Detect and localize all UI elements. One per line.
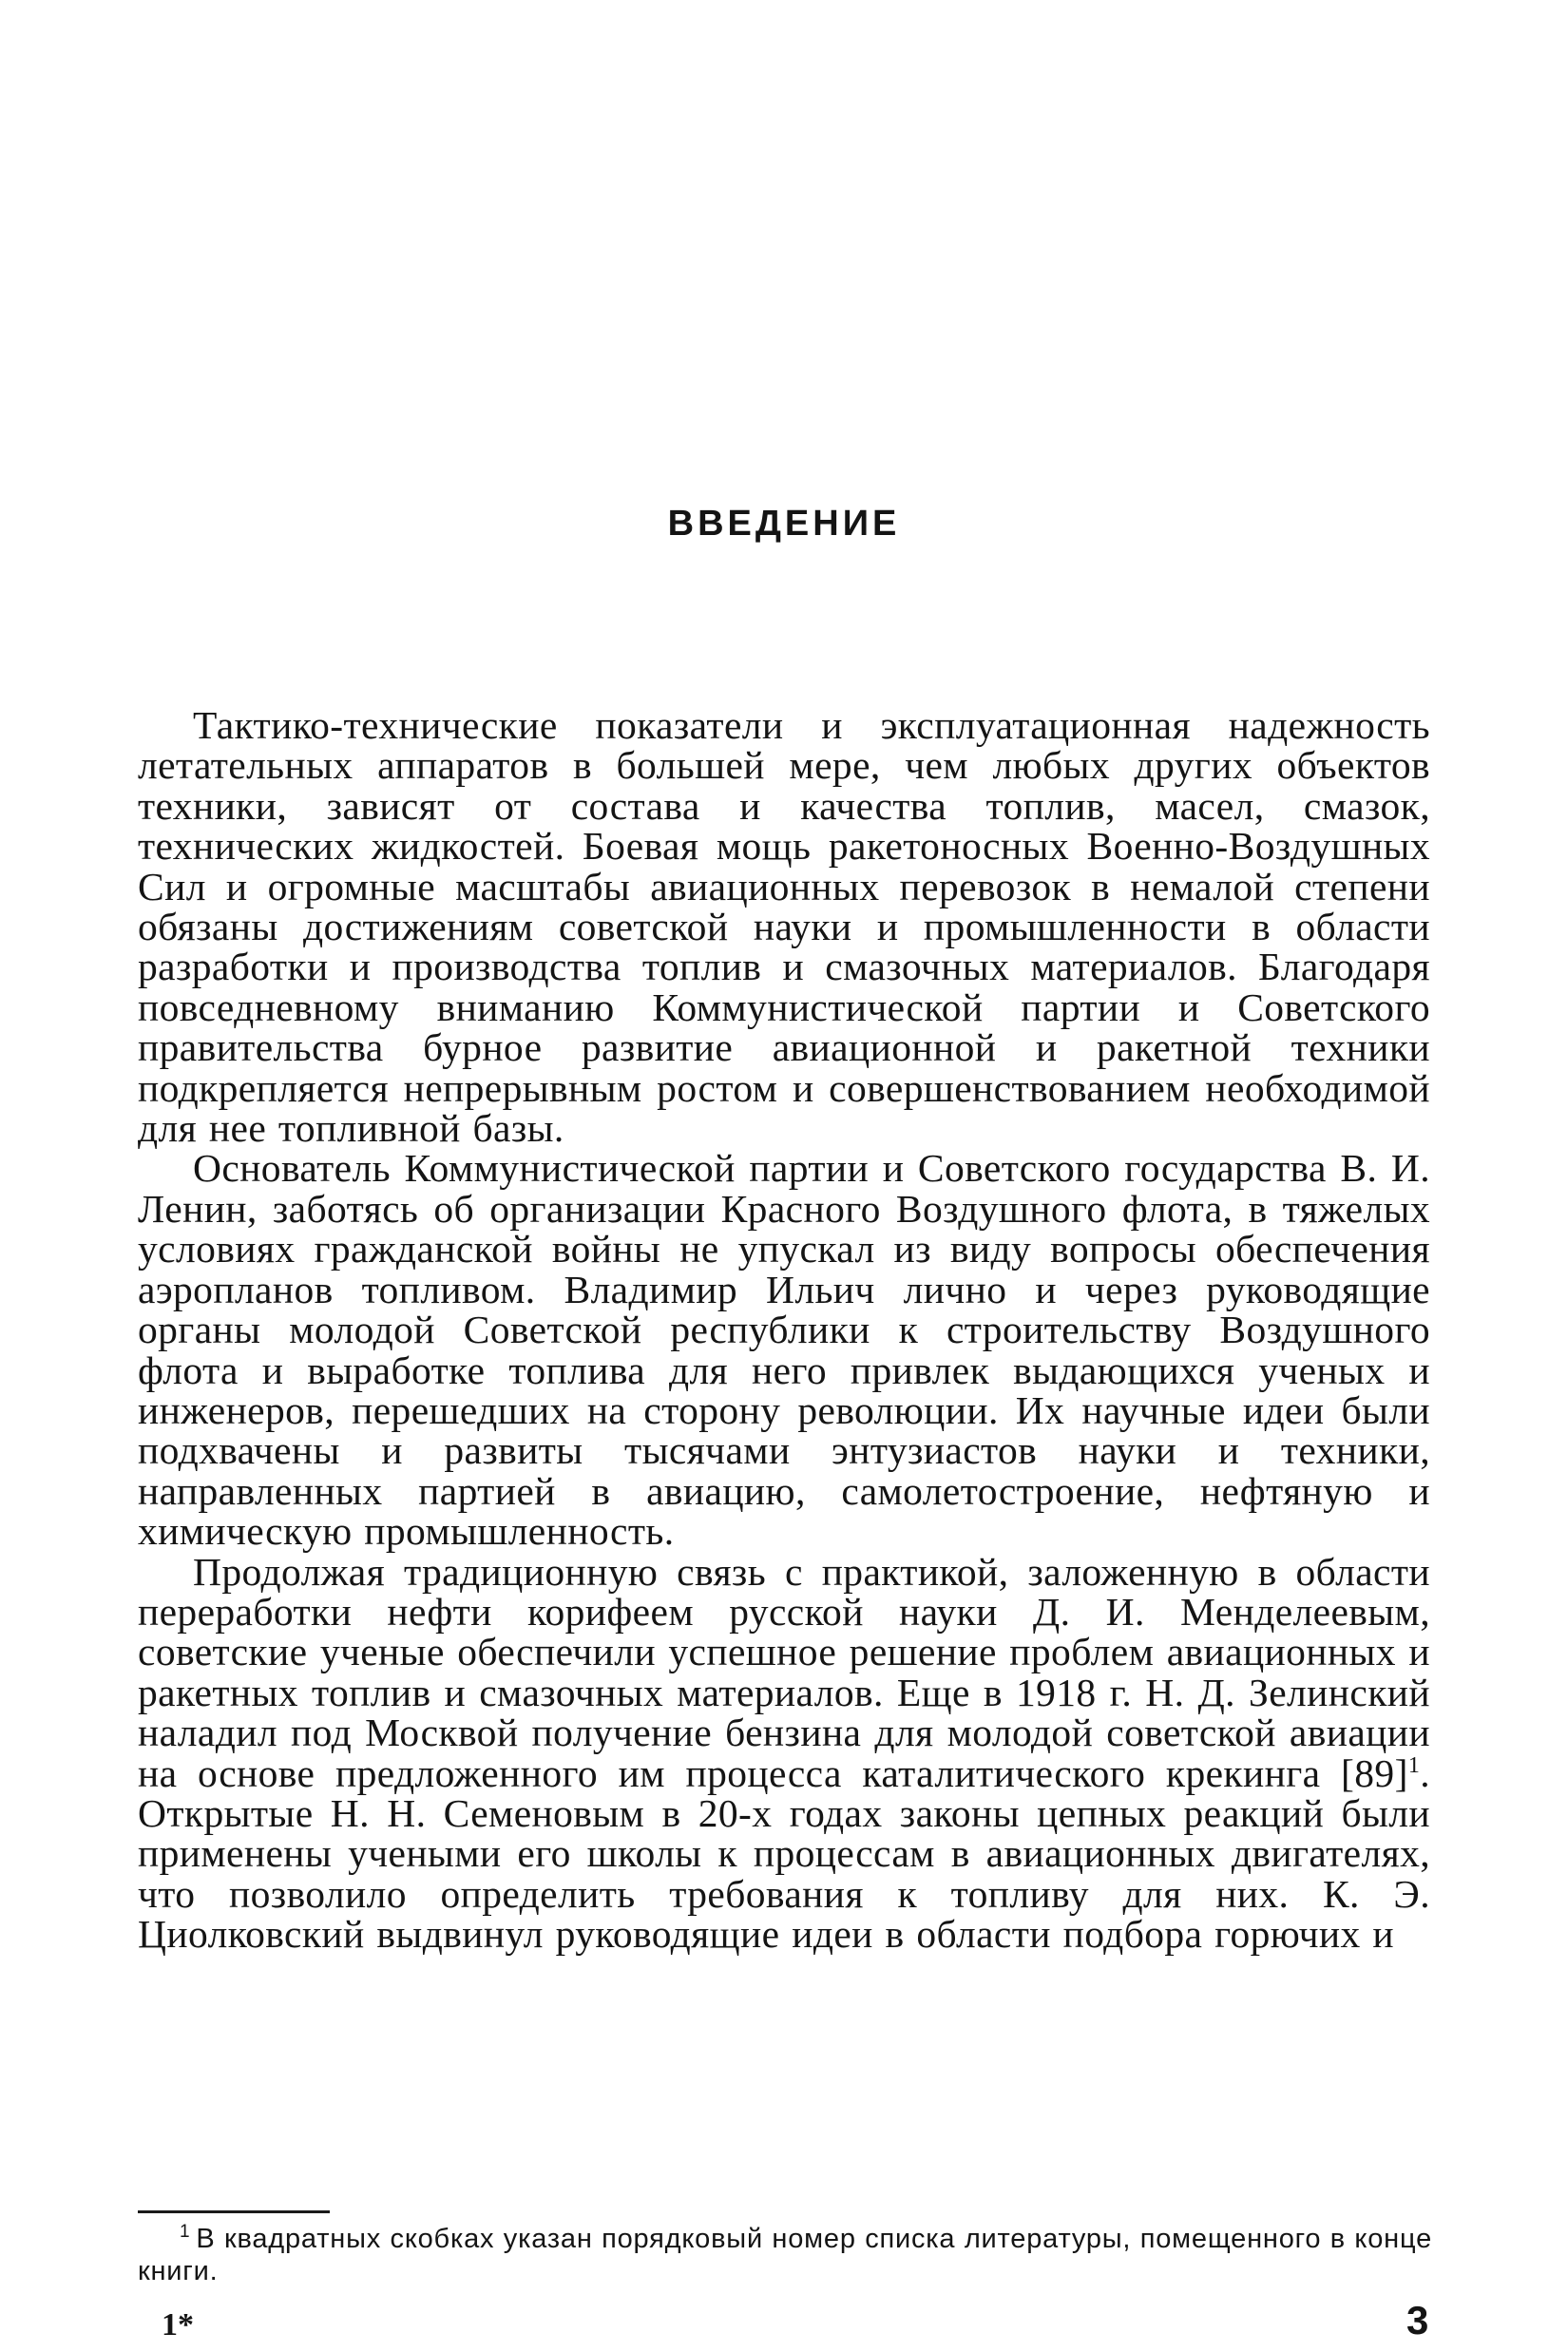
main-text: [138, 705, 1430, 1955]
paragraph: [138, 1549, 1430, 1957]
printer-signature-mark: 1*: [162, 2307, 194, 2342]
page-title: ВВЕДЕНИЕ: [667, 504, 901, 544]
paragraph: Тактико-технические показатели и эксплуатационная надежность летательных аппаратов в большей мере, чем любых других объектов техники, зависят от состава и качества топлив, масел, смазок, технических жидкостей. Боевая мощь ракетоносных Военно-Воздушных Сил и огромные масштабы авиационных перевозок в немалой степени обязаны достижениям советской науки и промышленности в области разработки и производства топлив и смазочных материалов. Благодаря повседневному вниманию Коммунистической партии и Советского правительства бурное развитие авиационной и ракетной техники подкрепляется непрерывным ростом и совершенствованием необходимой для нее топливной базы.: [138, 703, 1430, 1151]
page-number: 3: [1406, 2298, 1429, 2342]
paragraph-text: . Открытые Н. Н. Семеновым в 20-х годах законы цепных реакций были применены учеными его школы к процессам в авиационных двигателях, что позволило определить требования к топливу для них. К. Э. Циолковский выдвинул руководящие идеи в области подбора горючих и: [138, 1750, 1430, 1957]
footnote: [138, 2223, 1432, 2287]
paragraph: Основатель Коммунистической партии и Советского государства В. И. Ленин, заботясь об организации Красного Воздушного флота, в тяжелых условиях гражданской войны не упускал из виду вопросы обеспечения аэропланов топливом. Владимир Ильич лично и через руководящие органы молодой Советской республики к строительству Воздушного флота и выработке топлива для него привлек выдающихся ученых и инженеров, перешедших на сторону революции. Их научные идеи были подхвачены и развиты тысячами энтузиастов науки и техники, направленных партией в авиацию, самолетостроение, нефтяную и химическую промышленность.: [138, 1146, 1430, 1554]
footnote-divider: [138, 2210, 330, 2213]
footnote-reference: 1: [1407, 1752, 1421, 1778]
footnote-number: 1: [180, 2222, 191, 2243]
paragraph-text: Продолжая традиционную связь с практикой, заложенную в области переработки нефти корифеем русской науки Д. И. Менделеевым, советские ученые обеспечили успешное решение проблем авиационных и ракетных топлив и смазочных материалов. Еще в 1918 г. Н. Д. Зелинский наладил под Москвой получение бензина для молодой советской авиации на основе предложенного им процесса каталитического крекинга [89]: [138, 1549, 1430, 1795]
footnote-text: В квадратных скобках указан порядковый номер списка литературы, помещенного в конце книги.: [138, 2224, 1432, 2286]
